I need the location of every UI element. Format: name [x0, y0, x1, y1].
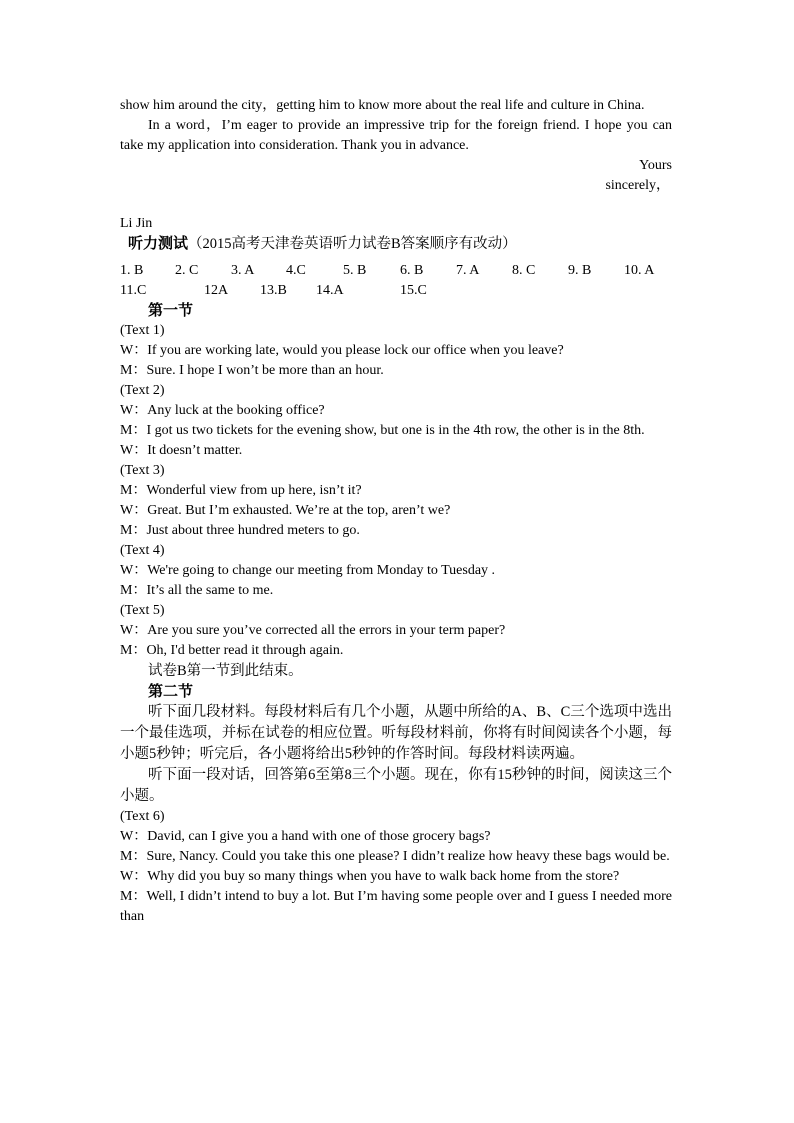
section-2-instruction-2: 听下面一段对话，回答第6至第8三个小题。现在，你有15秒钟的时间，阅读这三个小题。 [120, 767, 672, 804]
dialogue-line: W：If you are working late, would you please lock our office when you leave? [120, 343, 564, 358]
spacer [120, 196, 672, 214]
answer-item: 14.A [316, 283, 344, 298]
answer-item: 8. C [512, 263, 536, 278]
listening-heading [120, 234, 672, 255]
dialogue-line: M：Oh, I'd better read it through again. [120, 643, 344, 658]
answer-item: 3. A [231, 263, 255, 278]
answer-item: 12A [204, 283, 229, 298]
answer-item: 6. B [400, 263, 424, 278]
dialogue-line: W：Are you sure you’ve corrected all the errors in your term paper? [120, 623, 506, 638]
answer-item: 11.C [120, 283, 147, 298]
letter-paragraph-2: In a word，I’m eager to provide an impressive trip for the foreign friend. I hope you can take my application into consideration. Thank you in advance. [120, 118, 672, 153]
dialogue-line: M：I got us two tickets for the evening show, but one is in the 4th row, the other is in the 8th. [120, 423, 645, 438]
letter-signature: Li Jin [120, 216, 153, 231]
dialogue-line: M：Sure. I hope I won’t be more than an hour. [120, 363, 384, 378]
section-1-end-note: 试卷B第一节到此结束。 [148, 663, 303, 679]
dialogue-line: (Text 3) [120, 463, 165, 478]
answer-item: 13.B [260, 283, 287, 298]
answer-item: 4.C [286, 263, 306, 278]
dialogue-line: W：David, can I give you a hand with one of those grocery bags? [120, 829, 491, 844]
answer-item: 1. B [120, 263, 144, 278]
section-2-instruction: 听下面几段材料。每段材料后有几个小题，从题中所给的A、B、C三个选项中选出一个最佳选项，并标在试卷的相应位置。听每段材料前，你将有时间阅读各个小题，每小题5秒钟；听完后，各小题将给出5秒钟的作答时间。每段材料读两遍。 [120, 704, 672, 762]
answer-item: 2. C [175, 263, 199, 278]
answer-item: 15.C [400, 283, 427, 298]
section-1-heading: 第一节 [148, 303, 194, 319]
section-2-heading: 第二节 [148, 684, 194, 700]
answer-item: 5. B [343, 263, 367, 278]
dialogue-line: M：Well, I didn’t intend to buy a lot. But I’m having some people over and I guess I needed more than [120, 889, 672, 924]
dialogue-line: M：It’s all the same to me. [120, 583, 274, 598]
dialogue-line: W：We're going to change our meeting from Monday to Tuesday . [120, 563, 496, 578]
answer-item: 10. A [624, 263, 655, 278]
answer-row-1 [120, 261, 672, 281]
dialogue-line: (Text 5) [120, 603, 165, 618]
dialogue-line: M：Wonderful view from up here, isn’t it? [120, 483, 362, 498]
dialogue-line: M：Just about three hundred meters to go. [120, 523, 360, 538]
dialogue-line: (Text 2) [120, 383, 165, 398]
answer-row-2 [120, 281, 672, 301]
dialogue-line: M：Sure, Nancy. Could you take this one please? I didn’t realize how heavy these bags would be. [120, 849, 670, 864]
dialogue-line: W：Any luck at the booking office? [120, 403, 325, 418]
document-body [120, 96, 672, 927]
letter-paragraph-1: show him around the city，getting him to know more about the real life and culture in China. [120, 98, 645, 113]
answer-item: 9. B [568, 263, 592, 278]
dialogue-line: (Text 1) [120, 323, 165, 338]
dialogue-line: W：Why did you buy so many things when you have to walk back home from the store? [120, 869, 620, 884]
listening-title: 听力测试 [128, 236, 189, 252]
dialogue-line: (Text 6) [120, 809, 165, 824]
listening-subtitle: （2015高考天津卷英语听力试卷B答案顺序有改动） [188, 236, 517, 252]
answer-item: 7. A [456, 263, 480, 278]
dialogue-line: W：It doesn’t matter. [120, 443, 243, 458]
dialogue-line: W：Great. But I’m exhausted. We’re at the top, aren’t we? [120, 503, 451, 518]
letter-closing-yours: Yours [639, 158, 672, 173]
dialogue-line: (Text 4) [120, 543, 165, 558]
letter-closing-sincerely: sincerely， [605, 178, 670, 193]
